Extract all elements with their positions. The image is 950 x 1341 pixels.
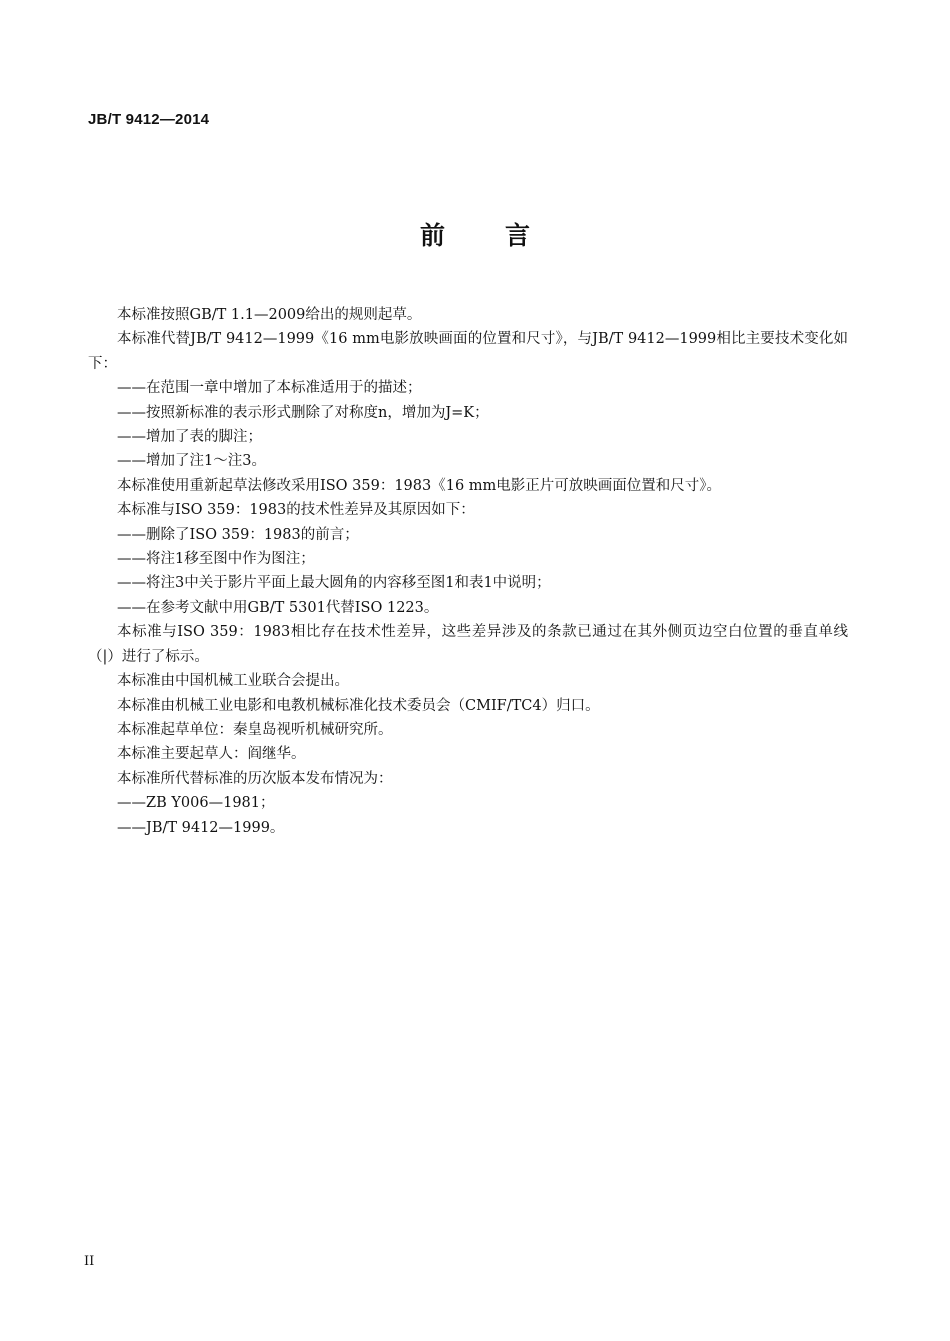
list-item: ——将注1移至图中作为图注； [117,551,315,568]
list-item: ——增加了表的脚注； [117,429,262,446]
document-code: JB/T 9412—2014 [88,111,210,128]
paragraph: 本标准由中国机械工业联合会提出。 [117,673,349,690]
paragraph: 本标准使用重新起草法修改采用ISO 359：1983《16 mm电影正片可放映画面位置和尺寸》。 [117,477,722,494]
list-item: ——在参考文献中用GB/T 5301代替ISO 1223。 [117,599,439,616]
paragraph: 本标准起草单位：秦皇岛视听机械研究所。 [117,721,393,738]
title-char: 言 [505,221,531,250]
list-item: ——删除了ISO 359：1983的前言； [117,526,359,543]
list-item: ——JB/T 9412—1999。 [117,819,285,836]
foreword-body [88,303,848,840]
list-item: ——ZB Y006—1981； [117,795,275,812]
paragraph: 本标准代替JB/T 9412—1999《16 mm电影放映画面的位置和尺寸》，与JB/T 9412—1999相比主要技术变化如下： [88,331,848,372]
list-item: ——增加了注1～注3。 [117,453,266,470]
page-title [0,216,950,252]
paragraph: 本标准主要起草人：阎继华。 [117,746,306,763]
paragraph: 本标准与ISO 359：1983的技术性差异及其原因如下： [117,502,475,519]
page-number: II [84,1254,95,1269]
paragraph: 本标准所代替标准的历次版本发布情况为： [117,770,393,787]
list-item: ——将注3中关于影片平面上最大圆角的内容移至图1和表1中说明； [117,575,551,592]
paragraph: 本标准按照GB/T 1.1—2009给出的规则起草。 [117,307,422,323]
paragraph: 本标准与ISO 359：1983相比存在技术性差异，这些差异涉及的条款已通过在其外侧页边空白位置的垂直单线（|）进行了标示。 [88,624,848,665]
title-char: 前 [419,221,445,250]
list-item: ——按照新标准的表示形式删除了对称度n，增加为J=K； [117,404,489,421]
list-item: ——在范围一章中增加了本标准适用于的描述； [117,380,422,397]
paragraph: 本标准由机械工业电影和电教机械标准化技术委员会（CMIF/TC4）归口。 [117,697,600,714]
